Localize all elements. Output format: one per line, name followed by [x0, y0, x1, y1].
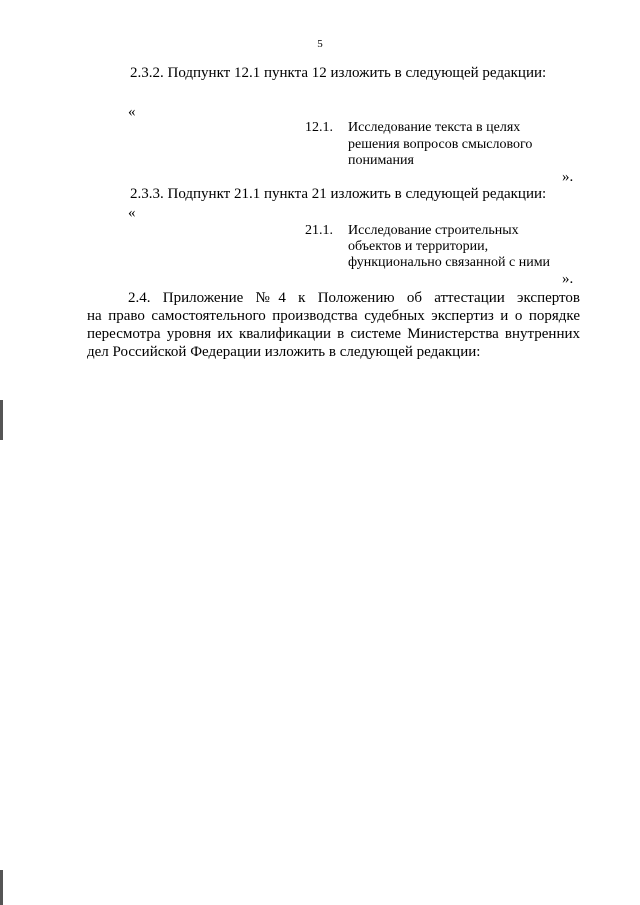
- section-2-3-2-heading: 2.3.2. Подпункт 12.1 пункта 12 изложить в следующей редакции:: [130, 65, 547, 81]
- section-2-3-3-open-quote: «: [128, 205, 136, 221]
- section-2-4-line-2: на право самостоятельного производства судебных экспертиз и о порядке: [87, 308, 580, 324]
- section-2-3-3-close-quote: ».: [562, 271, 574, 287]
- scan-edge-mark: [0, 870, 3, 905]
- section-2-4-line-4: дел Российской Федерации изложить в следующей редакции:: [87, 344, 481, 360]
- section-2-3-3-heading: 2.3.3. Подпункт 21.1 пункта 21 изложить в следующей редакции:: [130, 186, 547, 202]
- section-2-3-3-item-line-1: Исследование строительных: [348, 223, 519, 238]
- section-2-3-2-item-line-2: решения вопросов смыслового: [348, 137, 533, 152]
- page-number: 5: [317, 38, 323, 50]
- section-2-3-2-item-line-3: понимания: [348, 153, 414, 168]
- section-2-4-line-3: пересмотра уровня их квалификации в системе Министерства внутренних: [87, 326, 580, 342]
- section-2-3-2-item-number: 12.1.: [305, 120, 333, 135]
- scan-edge-mark: [0, 400, 3, 440]
- section-2-3-3-item-number: 21.1.: [305, 223, 333, 238]
- section-2-3-3-item-line-2: объектов и территории,: [348, 239, 489, 254]
- section-2-3-3-item-line-3: функционально связанной с ними: [348, 255, 551, 270]
- section-2-3-2-item-line-1: Исследование текста в целях: [348, 120, 521, 135]
- section-2-3-2-open-quote: «: [128, 104, 136, 120]
- section-2-3-2-close-quote: ».: [562, 169, 574, 185]
- section-2-4-line-1: 2.4. Приложение №4 к Положению об аттестации экспертов: [128, 290, 580, 306]
